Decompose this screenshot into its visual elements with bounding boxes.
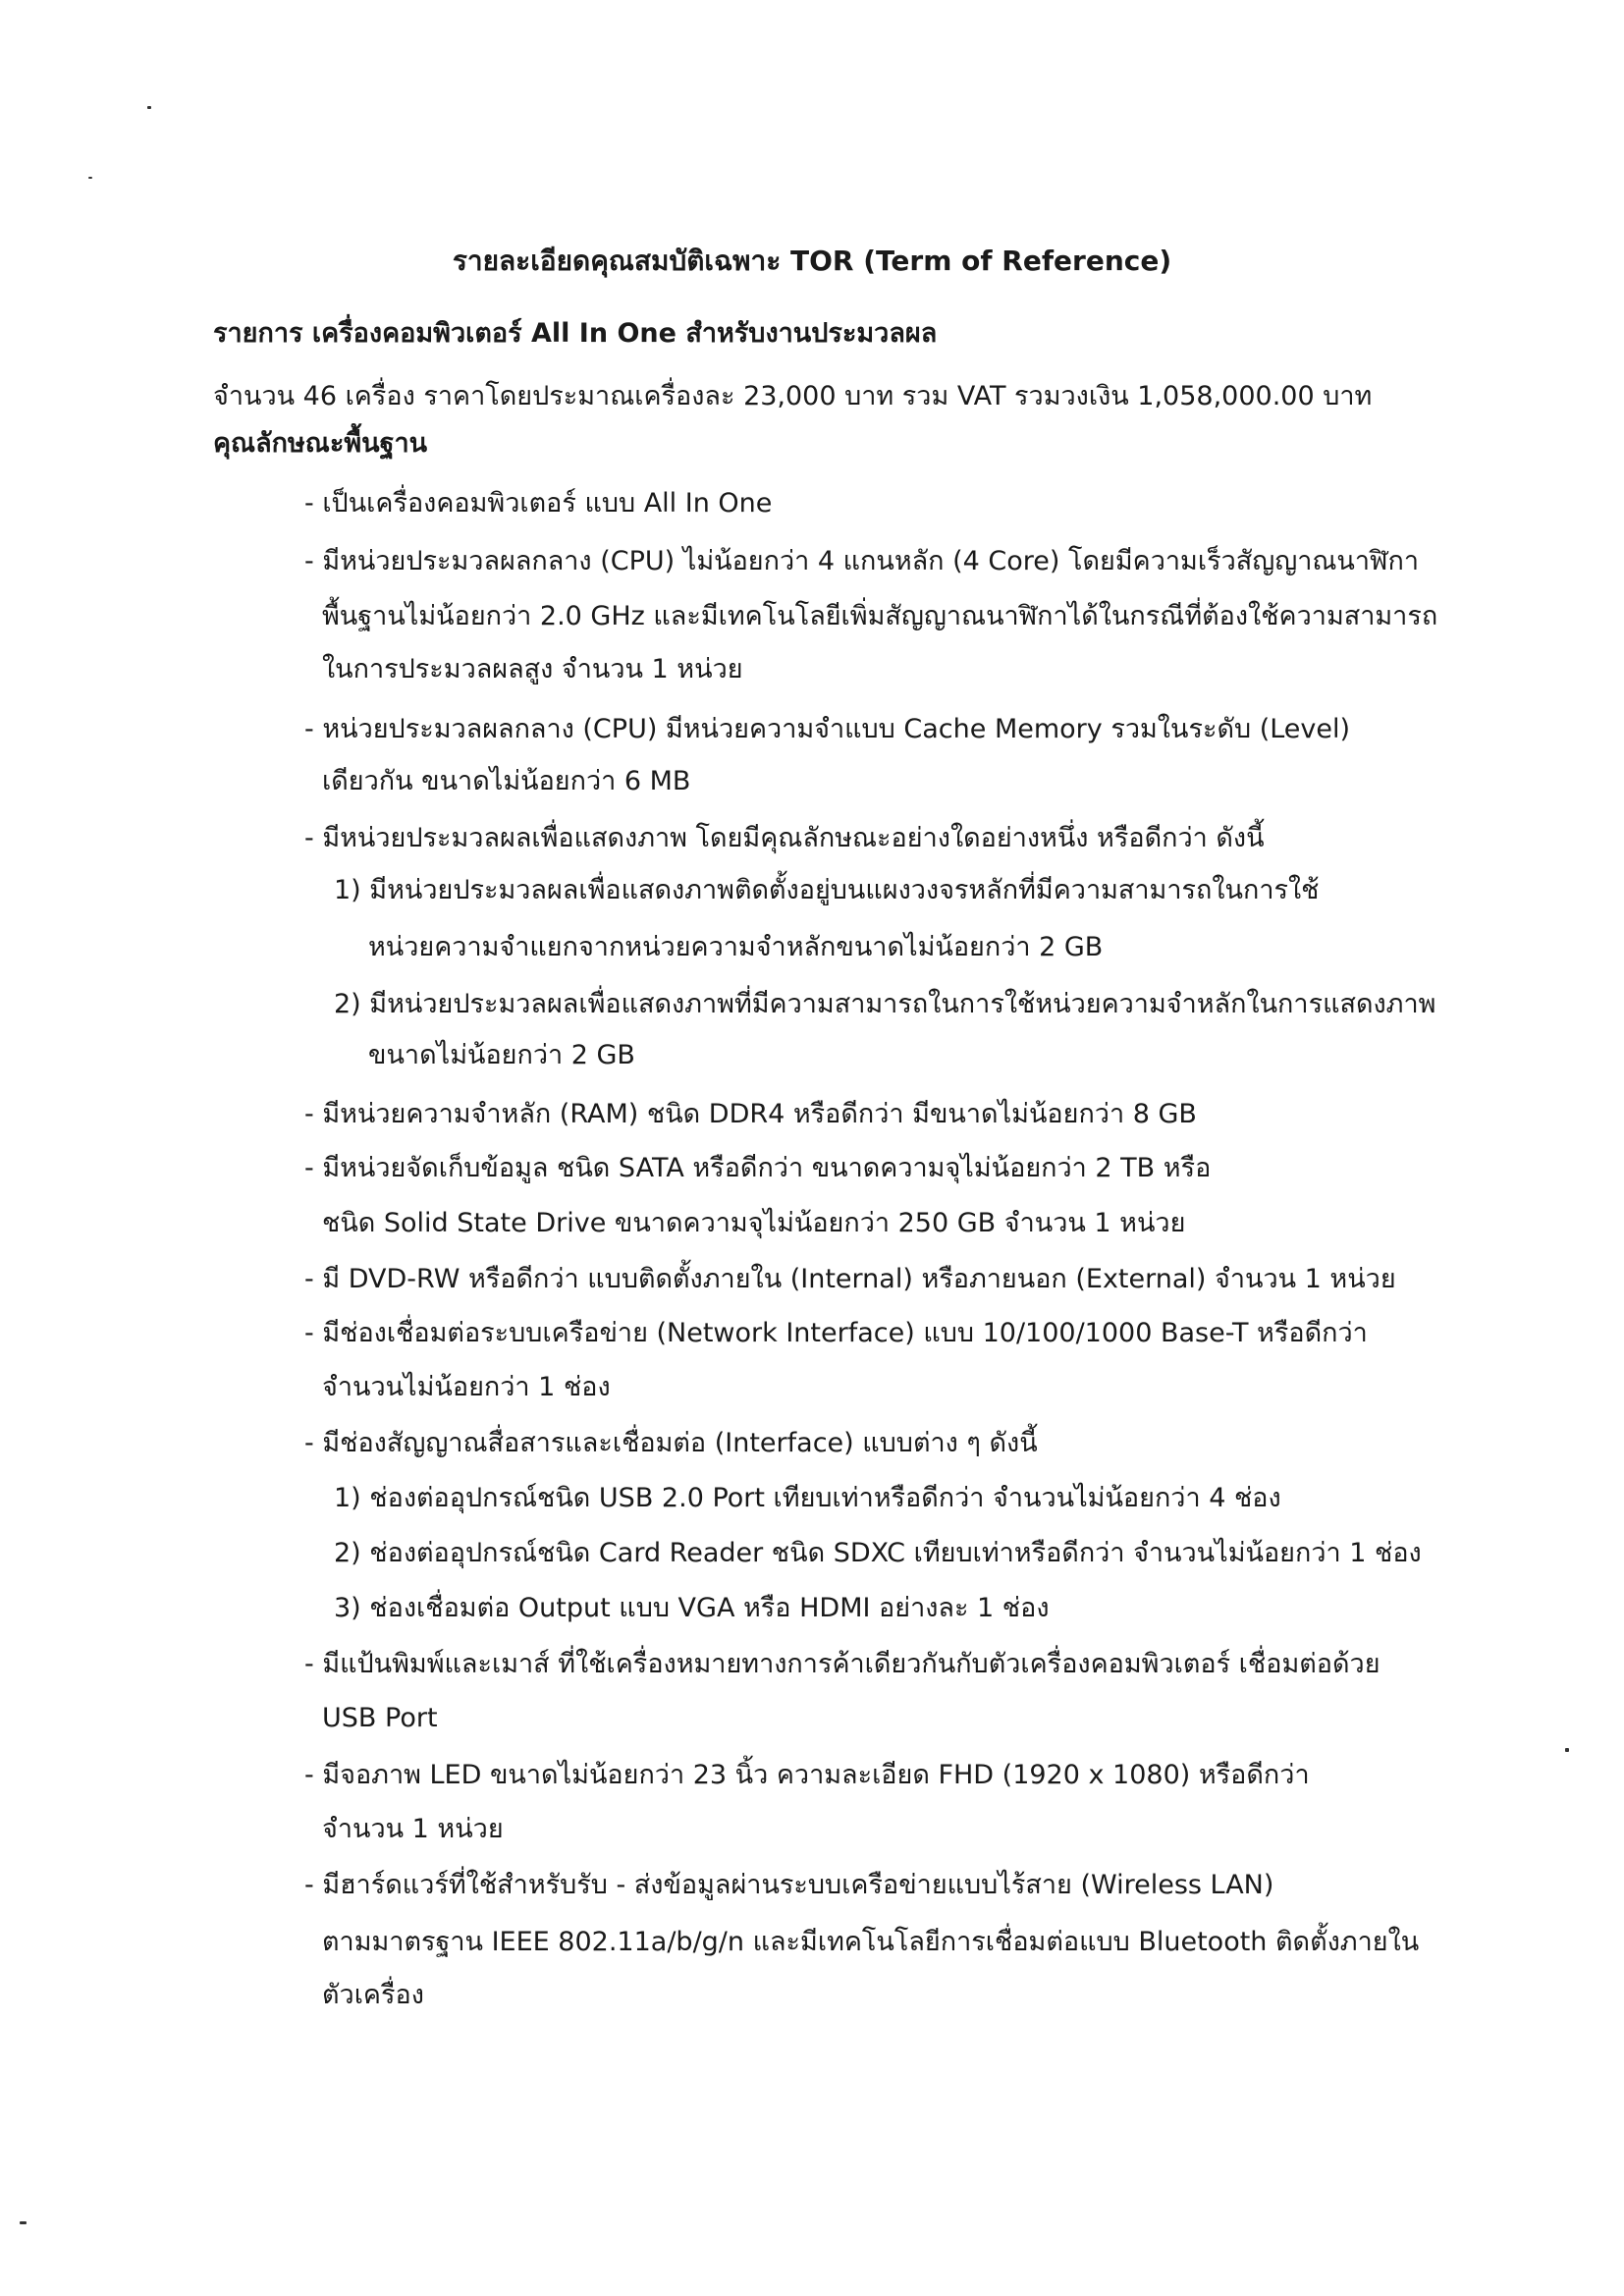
spec-line: 3) ช่องเชื่อมต่อ Output แบบ VGA หรือ HDMI อย่างละ 1 ช่อง [334, 1593, 1050, 1623]
spec-line: ในการประมวลผลสูง จำนวน 1 หน่วย [322, 654, 743, 684]
spec-line: - หน่วยประมวลผลกลาง (CPU) มีหน่วยความจำแบบ Cache Memory รวมในระดับ (Level) [304, 714, 1351, 744]
spec-line: หน่วยความจำแยกจากหน่วยความจำหลักขนาดไม่น้อยกว่า 2 GB [368, 932, 1104, 962]
spec-line: - มีหน่วยความจำหลัก (RAM) ชนิด DDR4 หรือดีกว่า มีขนาดไม่น้อยกว่า 8 GB [304, 1099, 1197, 1129]
spec-line: 2) มีหน่วยประมวลผลเพื่อแสดงภาพที่มีความสามารถในการใช้หน่วยความจำหลักในการแสดงภาพ [334, 989, 1436, 1019]
spec-line: พื้นฐานไม่น้อยกว่า 2.0 GHz และมีเทคโนโลยีเพิ่มสัญญาณนาฬิกาได้ในกรณีที่ต้องใช้ความสามารถ [322, 601, 1438, 631]
spec-line: - มีหน่วยประมวลผลกลาง (CPU) ไม่น้อยกว่า 4 แกนหลัก (4 Core) โดยมีความเร็วสัญญาณนาฬิกา [304, 546, 1420, 576]
scan-speck [1565, 1748, 1569, 1752]
spec-line: - มี DVD-RW หรือดีกว่า แบบติดตั้งภายใน (Internal) หรือภายนอก (External) จำนวน 1 หน่วย [304, 1264, 1396, 1294]
spec-line: จำนวน 1 หน่วย [322, 1814, 504, 1844]
spec-line: เดียวกัน ขนาดไม่น้อยกว่า 6 MB [322, 766, 691, 796]
spec-line: - มีจอภาพ LED ขนาดไม่น้อยกว่า 23 นิ้ว ความละเอียด FHD (1920 x 1080) หรือดีกว่า [304, 1760, 1310, 1790]
scan-speck [147, 106, 151, 109]
spec-line: - มีหน่วยประมวลผลเพื่อแสดงภาพ โดยมีคุณลักษณะอย่างใดอย่างหนึ่ง หรือดีกว่า ดังนี้ [304, 823, 1265, 853]
spec-line: ขนาดไม่น้อยกว่า 2 GB [368, 1040, 635, 1070]
spec-line: USB Port [322, 1703, 438, 1733]
spec-line: ตัวเครื่อง [322, 1980, 424, 2010]
spec-line: จำนวนไม่น้อยกว่า 1 ช่อง [322, 1372, 611, 1402]
spec-line: - มีช่องเชื่อมต่อระบบเครือข่าย (Network Interface) แบบ 10/100/1000 Base-T หรือดีกว่า [304, 1318, 1368, 1348]
spec-line: - มีฮาร์ดแวร์ที่ใช้สำหรับรับ - ส่งข้อมูลผ่านระบบเครือข่ายแบบไร้สาย (Wireless LAN) [304, 1870, 1274, 1900]
spec-line: 2) ช่องต่ออุปกรณ์ชนิด Card Reader ชนิด SDXC เทียบเท่าหรือดีกว่า จำนวนไม่น้อยกว่า 1 ช่อง [334, 1538, 1422, 1568]
spec-line: 1) มีหน่วยประมวลผลเพื่อแสดงภาพติดตั้งอยู่บนแผงวงจรหลักที่มีความสามารถในการใช้ [334, 875, 1320, 905]
spec-line: - มีแป้นพิมพ์และเมาส์ ที่ใช้เครื่องหมายทางการค้าเดียวกันกับตัวเครื่องคอมพิวเตอร์ เชื่อมต่อด้วย [304, 1649, 1380, 1679]
spec-line: - มีช่องสัญญาณสื่อสารและเชื่อมต่อ (Interface) แบบต่าง ๆ ดังนี้ [304, 1428, 1038, 1458]
spec-line: - เป็นเครื่องคอมพิวเตอร์ แบบ All In One [304, 488, 773, 519]
quantity-line: จำนวน 46 เครื่อง ราคาโดยประมาณเครื่องละ 23,000 บาท รวม VAT รวมวงเงิน 1,058,000.00 บาท [213, 381, 1373, 411]
page-title: รายละเอียดคุณสมบัติเฉพาะ TOR (Term of Reference) [452, 245, 1172, 277]
item-line: รายการ เครื่องคอมพิวเตอร์ All In One สำหรับงานประมวลผล [213, 318, 938, 349]
scan-speck [20, 2221, 27, 2224]
spec-line: - มีหน่วยจัดเก็บข้อมูล ชนิด SATA หรือดีกว่า ขนาดความจุไม่น้อยกว่า 2 TB หรือ [304, 1153, 1212, 1183]
spec-line: 1) ช่องต่ออุปกรณ์ชนิด USB 2.0 Port เทียบเท่าหรือดีกว่า จำนวนไม่น้อยกว่า 4 ช่อง [334, 1483, 1281, 1513]
scan-speck [88, 177, 92, 179]
spec-line: ชนิด Solid State Drive ขนาดความจุไม่น้อยกว่า 250 GB จำนวน 1 หน่วย [322, 1208, 1186, 1238]
spec-line: ตามมาตรฐาน IEEE 802.11a/b/g/n และมีเทคโนโลยีการเชื่อมต่อแบบ Bluetooth ติดตั้งภายใน [322, 1927, 1420, 1957]
basic-spec-heading: คุณลักษณะพื้นฐาน [213, 428, 428, 459]
